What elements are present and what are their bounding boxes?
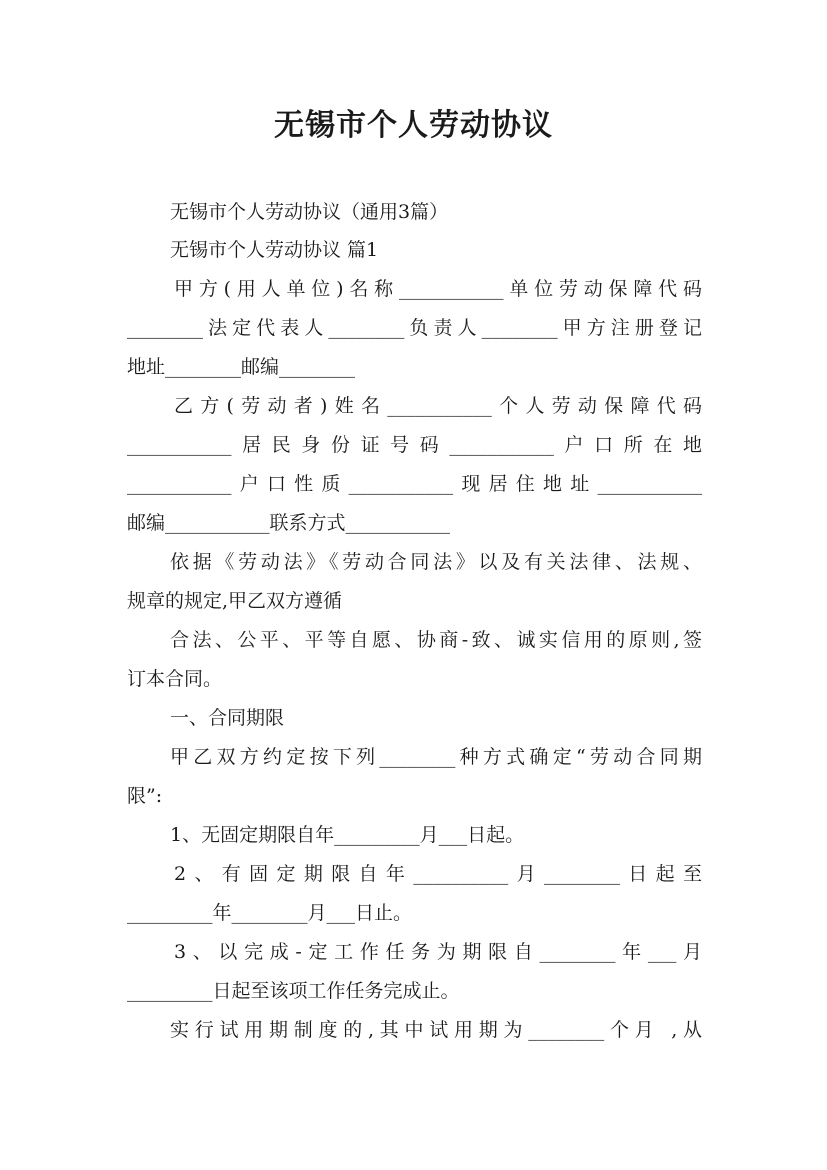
paragraph-line: 3、以完成-定工作任务为期限自________年___月 — [174, 941, 702, 963]
paragraph-line: 2、有固定期限自年__________月________日起至 — [174, 863, 702, 885]
paragraph-line: 1、无固定期限自年_________月___日起。 — [170, 824, 525, 846]
paragraph-line: 规章的规定,甲乙双方遵循 — [127, 590, 343, 612]
section-heading: 无锡市个人劳动协议 篇1 — [170, 239, 379, 261]
paragraph-line: 邮编___________联系方式___________ — [127, 512, 451, 534]
paragraph-line: 合法、公平、平等自愿、协商-致、诚实信用的原则,签 — [170, 629, 702, 651]
section-heading: 一、合同期限 — [170, 707, 285, 729]
paragraph-line: ___________居民身份证号码___________户口所在地 — [127, 434, 702, 456]
paragraph-line: 乙方(劳动者)姓名___________个人劳动保障代码 — [174, 395, 702, 417]
paragraph-line: _________日起至该项工作任务完成止。 — [127, 980, 460, 1002]
paragraph-line: ___________户口性质___________现居住地址___________ — [127, 473, 702, 495]
document-title: 无锡市个人劳动协议 — [274, 108, 553, 143]
paragraph-line: 限”: — [127, 785, 163, 807]
paragraph-line: ________法定代表人________负责人________甲方注册登记 — [127, 317, 702, 339]
paragraph-line: 订本合同。 — [127, 668, 223, 690]
paragraph-line: 实行试用期制度的,其中试用期为________个月 ,从 — [170, 1019, 702, 1041]
subtitle-line: 无锡市个人劳动协议（通用3篇） — [170, 201, 449, 223]
paragraph-line: 地址________邮编________ — [127, 356, 356, 378]
paragraph-line: 甲乙双方约定按下列________种方式确定“劳动合同期 — [170, 746, 702, 768]
paragraph-line: 依据《劳动法》《劳动合同法》以及有关法律、法规、 — [170, 551, 702, 573]
paragraph-line: 甲方(用人单位)名称___________单位劳动保障代码 — [174, 278, 702, 300]
paragraph-line: _________年________月___日止。 — [127, 902, 413, 924]
